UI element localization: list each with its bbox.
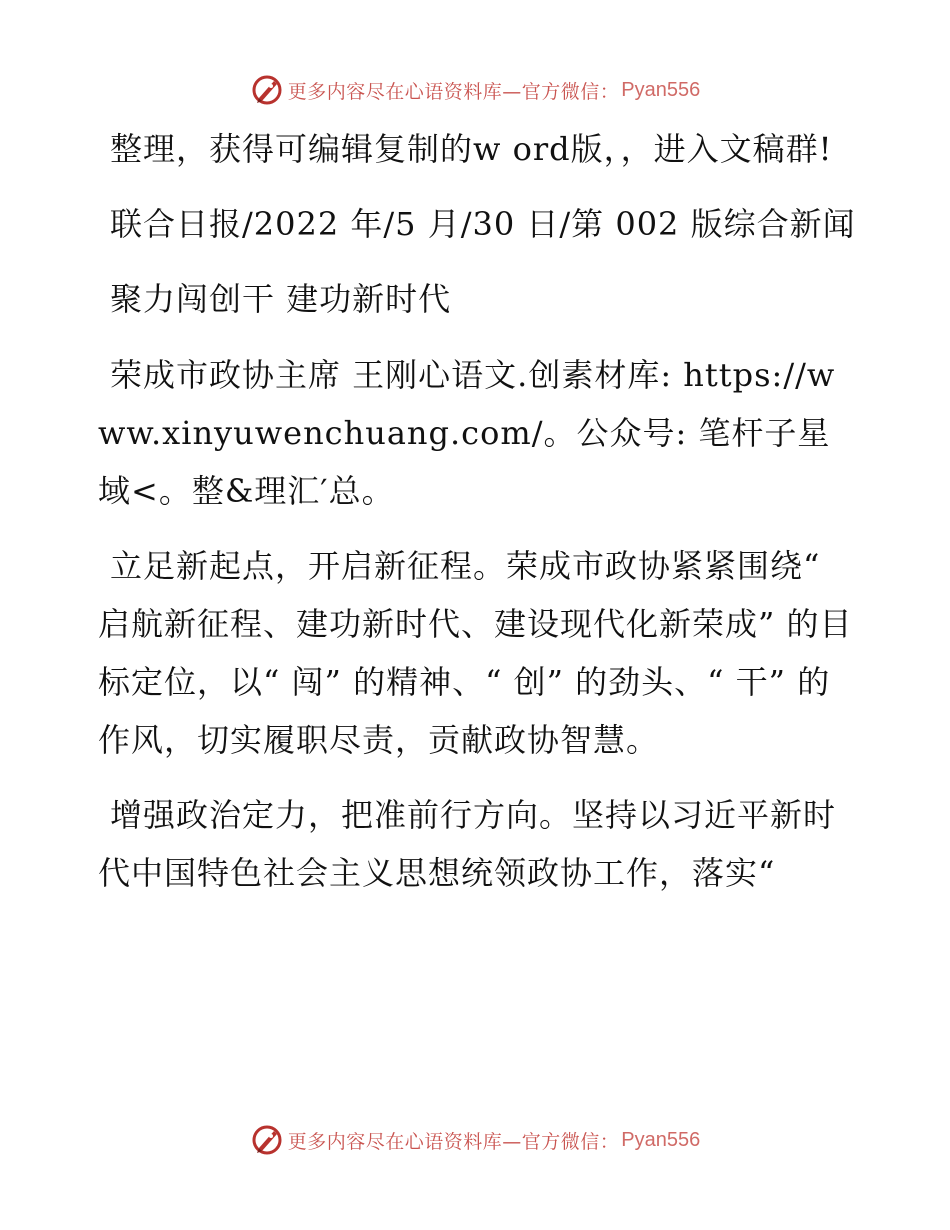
pen-circle-logo-icon	[250, 1123, 284, 1157]
wechat-id: Pyan556	[621, 78, 701, 101]
footer-banner	[0, 1120, 950, 1160]
paragraph-body-2: 增强政治定力，把准前行方向。坚持以习近平新时代中国特色社会主义思想统领政协工作，落实“	[98, 796, 837, 892]
paragraph-intro: 整理，获得可编辑复制的w ord版，，进入文稿群!	[110, 130, 833, 168]
paragraph-body-1: 立足新起点，开启新征程。荣成市政协紧紧围绕“ 启航新征程、建功新时代、建设现代化新荣成” 的目标定位，以“ 闯” 的精神、“ 创” 的劲头、“ 干” 的作风，切实履职尽责，贡献政协智慧。	[98, 547, 853, 759]
wechat-id: Pyan556	[621, 1128, 701, 1151]
pen-circle-logo-icon	[250, 73, 284, 107]
banner-text: 更多内容尽在心语资料库—官方微信：	[287, 1130, 620, 1153]
paragraph-source: 联合日报/2022 年/5 月/30 日/第 002 版综合新闻	[110, 205, 856, 243]
banner-text: 更多内容尽在心语资料库—官方微信：	[287, 80, 620, 103]
paragraph-author: 荣成市政协主席 王刚心语文.创素材库: https://www.xinyuwenchuang.com/。公众号: 笔杆子星域<。整&理汇′总。	[98, 356, 836, 510]
header-banner	[0, 70, 950, 110]
document-body	[98, 120, 858, 919]
article-title: 聚力闯创干 建功新时代	[110, 280, 452, 318]
